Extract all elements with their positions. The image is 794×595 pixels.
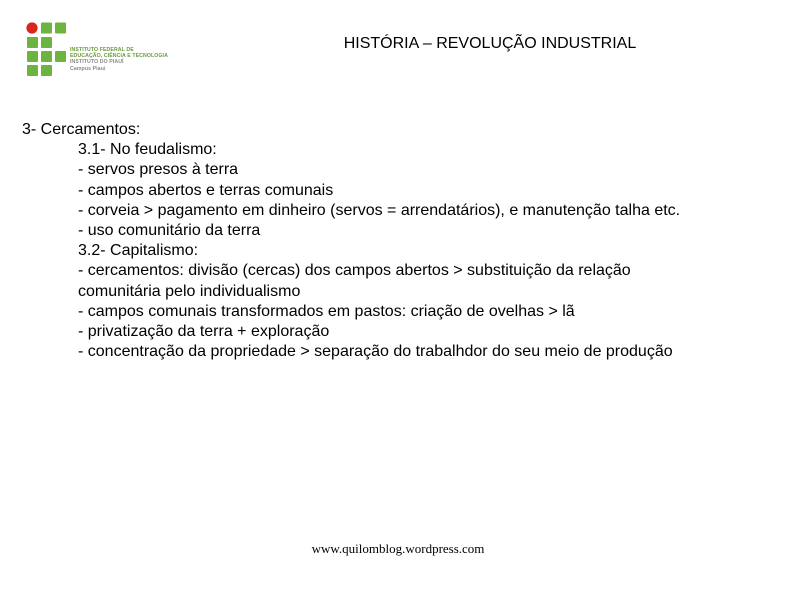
slide-body xyxy=(22,120,782,362)
body-line: - privatização da terra + exploração xyxy=(78,323,330,341)
body-line: - uso comunitário da terra xyxy=(78,222,261,240)
logo-line-3: INSTITUTO DO PIAUÍ xyxy=(70,59,124,66)
body-line: - cercamentos: divisão (cercas) dos campos abertos > substituição da relação xyxy=(78,262,631,280)
footer-url: www.quilomblog.wordpress.com xyxy=(311,541,485,556)
institution-logo xyxy=(26,22,166,80)
body-line: 3.2- Capitalismo: xyxy=(78,242,199,260)
body-line: 3.1- No feudalismo: xyxy=(78,141,217,159)
body-line: - corveia > pagamento em dinheiro (servos = arrendatários), e manutenção talha etc. xyxy=(78,201,681,219)
body-line: - concentração da propriedade > separação do trabalhdor do seu meio de produção xyxy=(78,343,673,361)
body-line: 3- Cercamentos: xyxy=(22,121,141,138)
logo-line-1: INSTITUTO FEDERAL DE xyxy=(70,47,134,53)
logo-text xyxy=(70,47,168,72)
body-line: - campos comunais transformados em pastos: criação de ovelhas > lã xyxy=(78,302,575,320)
body-line: - campos abertos e terras comunais xyxy=(78,181,334,199)
logo-line-2: EDUCAÇÃO, CIÊNCIA E TECNOLOGIA xyxy=(70,53,168,60)
slide-title: HISTÓRIA – REVOLUÇÃO INDUSTRIAL xyxy=(343,35,637,52)
body-line: - servos presos à terra xyxy=(78,161,239,179)
logo-line-4: Campus Piauí xyxy=(70,65,106,72)
ifpi-logo-icon xyxy=(26,22,68,78)
body-line: comunitária pelo individualismo xyxy=(78,282,301,300)
